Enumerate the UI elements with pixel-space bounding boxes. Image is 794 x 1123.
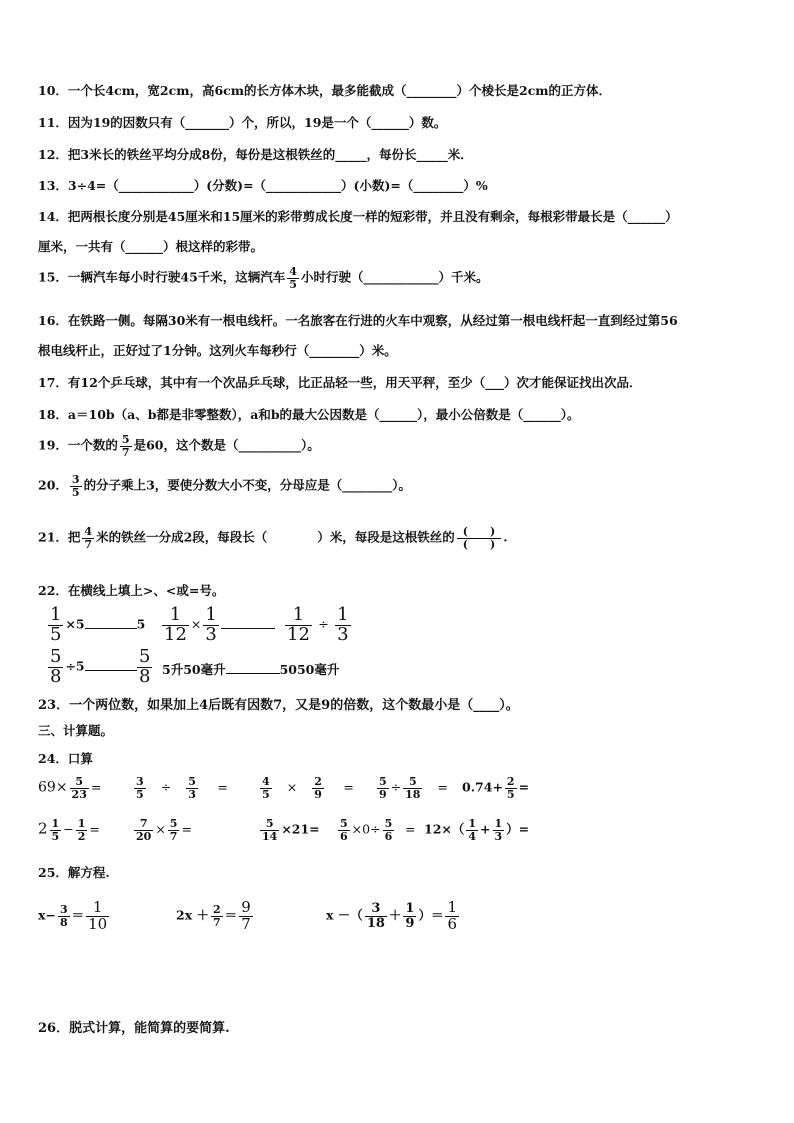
mental-calc-item: 0.74+ $\frac{2}{5}$ = [462,775,530,801]
question-10: 10．一个长4cm，宽2cm，高6cm的长方体木块，最多能截成（________）个棱长是2cm的正方体． [38,83,612,98]
question-21: 21．把 $\frac{4}{7}$ 米的铁丝一分成2段，每段长（ ）米，每段是这根铁丝的 $\frac{( )}{( )}$ . [38,525,508,551]
question-20: 20． $\frac{3}{5}$ 的分子乘上3，要使分数大小不变，分母应是（________）。 [38,473,412,499]
fraction: $\frac{3}{5}$ [71,473,80,499]
mental-calc-item: 2 $\frac{1}{5}$ − $\frac{1}{2}$ = [38,817,100,843]
question-13: 13．3÷4=（____________）(分数)=（____________）(小数)=（________）% [38,178,488,193]
question-23: 23．一个两位数，如果加上4后既有因数7，又是9的倍数，这个数最小是（____）。 [38,698,519,713]
question-12: 12．把3米长的铁丝平均分成8份，每份是这根铁丝的_____，每份长_____米． [38,147,473,162]
compare-item: $\frac{1}{12}$ × $\frac{1}{3}$ [160,606,275,644]
question-14-line1: 14．把两根长度分别是45厘米和15厘米的彩带剪成长度一样的短彩带，并且没有剩余，每根彩带最长是（______） [38,209,678,224]
answer-blank[interactable] [221,616,275,629]
mental-calc-item: $\frac{5}{9}$ ÷ $\frac{5}{18}$ = [379,775,448,801]
equation-2: 2x ＋ $\frac{2}{7}$ ＝ $\frac{9}{7}$ [176,898,251,933]
mental-calc-item: $\frac{5}{6}$ ×0÷ $\frac{5}{6}$ = [340,817,416,843]
compare-item: $\frac{5}{8}$ ÷5 [46,648,137,686]
answer-blank[interactable] [85,616,137,629]
question-26: 26．脱式计算，能简算的要简算. [38,1021,230,1036]
question-16-line2: 根电线杆止，正好过了1分钟。这列火车每秒行（________）米。 [38,343,397,358]
answer-blank[interactable] [85,658,137,671]
question-22-title: 22．在横线上填上>、<或=号。 [38,583,225,598]
answer-blank[interactable] [226,661,280,674]
compare-item: $\frac{1}{12}$ ÷ $\frac{1}{3}$ [287,604,349,645]
question-11: 11．因为19的因数只有（_______）个，所以，19是一个（______）数。 [38,115,447,130]
question-25-title: 25．解方程. [38,865,110,880]
section-3-heading: 三、计算题。 [38,723,114,738]
compare-item: 5升50毫升 5050毫升 [162,662,340,677]
fraction: $\frac{4}{5}$ [289,265,297,291]
question-15: 15．一辆汽车每小时行驶45千米，这辆汽车 $\frac{4}{5}$ 小时行驶（____________）千米。 [38,265,489,291]
blank-fraction: $\frac{( )}{( )}$ [457,526,501,550]
compare-item: $\frac{5}{8}$ [139,646,151,687]
equation-3: x －（ $\frac{3}{18}$ ＋ $\frac{1}{9}$ ）＝ $\frac{1}{6}$ [326,898,458,933]
question-17: 17．有12个乒乓球，其中有一个次品乒乓球，比正品轻一些，用天平秤，至少（___）次才能保证找出次品． [38,375,642,390]
question-16-line1: 16．在铁路一侧。每隔30米有一根电线杆。一名旅客在行进的火车中观察，从经过第一根电线杆起一直到经过第56 [38,313,678,328]
question-19: 19．一个数的 $\frac{5}{7}$ 是60，这个数是（__________）。 [38,433,320,459]
equation-1: x− $\frac{3}{8}$ ＝ $\frac{1}{10}$ [38,898,108,933]
mental-calc-item: $\frac{7}{20}$ × $\frac{5}{7}$ = [136,817,192,843]
fraction: $\frac{4}{7}$ [84,525,93,551]
mental-calc-item: $\frac{3}{5}$ ÷ $\frac{5}{3}$ = [136,775,228,801]
question-18: 18．a＝10b（a、b都是非零整数），a和b的最大公因数是（______），最小公倍数是（______）。 [38,407,580,422]
mental-calc-item: 12×（ $\frac{1}{4}$ + $\frac{1}{3}$ ）= [424,817,530,843]
mental-calc-item: $\frac{4}{5}$ × $\frac{2}{9}$ = [262,775,354,801]
compare-item: $\frac{1}{5}$ ×5 5 [50,604,146,645]
mental-calc-item: 69× $\frac{5}{23}$ = [38,775,102,801]
question-14-line2: 厘米，一共有（______）根这样的彩带。 [38,239,264,254]
question-24-title: 24．口算 [38,751,93,766]
mental-calc-item: $\frac{5}{14}$ ×21= [262,817,320,843]
fraction: $\frac{5}{7}$ [121,433,130,459]
